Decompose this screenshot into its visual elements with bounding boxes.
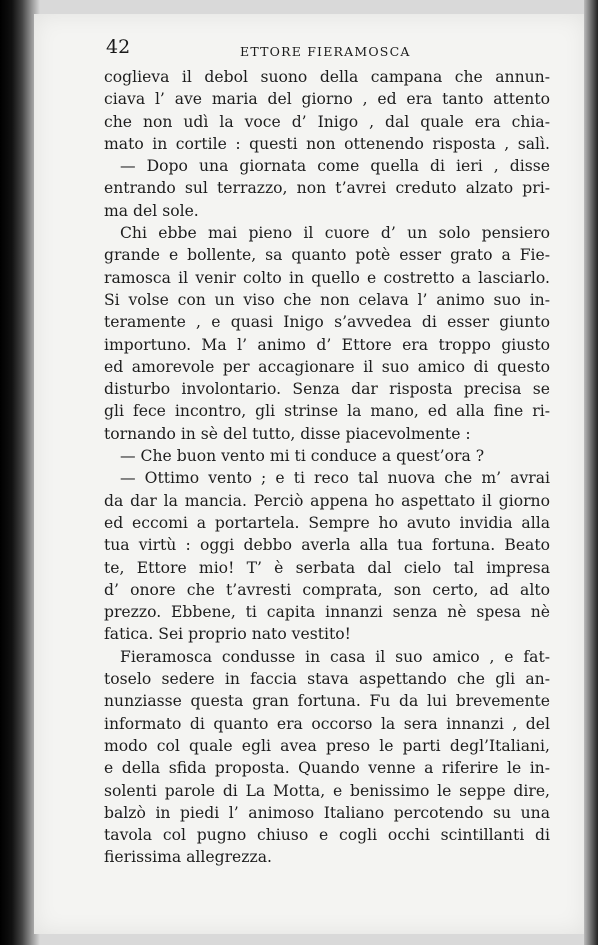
text-line: — Dopo una giornata come quella di ieri , disse	[120, 157, 550, 176]
text-line: fatica. Sei proprio nato vestito!	[104, 625, 351, 644]
text-line: solenti parole di La Motta, e benissimo le seppe dire,	[104, 781, 550, 800]
text-line: modo col quale egli avea preso le parti degl’Italiani,	[104, 736, 550, 755]
text-line: Fieramosca condusse in casa il suo amico , e fat-	[120, 647, 550, 666]
page-header	[106, 36, 546, 62]
text-line: — Che buon vento mi ti conduce a quest’ora ?	[120, 447, 485, 466]
text-line: che non udì la voce d’ Inigo , dal quale era chia-	[104, 112, 550, 131]
text-line: informato di quanto era occorso la sera innanzi , del	[104, 714, 550, 733]
text-line: prezzo. Ebbene, ti capita innanzi senza nè spesa nè	[104, 603, 550, 622]
text-line: tornando in sè del tutto, disse piacevolmente :	[104, 424, 471, 443]
body-text	[104, 66, 550, 869]
text-line: Chi ebbe mai pieno il cuore d’ un solo pensiero	[120, 224, 550, 243]
text-line: fierissima allegrezza.	[104, 848, 272, 867]
text-line: nunziasse questa gran fortuna. Fu da lui brevemente	[104, 692, 550, 711]
text-line: te, Ettore mio! T’ è serbata dal cielo tal impresa	[104, 558, 550, 577]
text-line: grande e bollente, sa quanto potè esser grato a Fie-	[104, 246, 550, 265]
page-number: 42	[106, 36, 131, 58]
running-title: ETTORE FIERAMOSCA	[240, 44, 411, 59]
text-line: ciava l’ ave maria del giorno , ed era tanto attento	[104, 90, 550, 109]
text-line: ed eccomi a portartela. Sempre ho avuto invidia alla	[104, 513, 550, 532]
text-line: tavola col pugno chiuso e cogli occhi scintillanti di	[104, 826, 550, 845]
text-line: toselo sedere in faccia stava aspettando che gli an-	[104, 670, 550, 689]
text-line: teramente , e quasi Inigo s’avvedea di esser giunto	[104, 313, 550, 332]
page-edge-shadow	[584, 0, 598, 945]
text-line: — Ottimo vento ; e ti reco tal nuova che m’ avrai	[120, 469, 550, 488]
text-line: d’ onore che t’avresti comprata, son certo, ad alto	[104, 580, 550, 599]
text-line: disturbo involontario. Senza dar risposta precisa se	[104, 380, 550, 399]
text-line: Si volse con un viso che non celava l’ animo suo in-	[104, 290, 550, 309]
text-line: importuno. Ma l’ animo d’ Ettore era troppo giusto	[104, 335, 550, 354]
text-line: gli fece incontro, gli strinse la mano, ed alla fine ri-	[104, 402, 550, 421]
text-line: coglieva il debol suono della campana che annun-	[104, 68, 550, 86]
text-line: ma del sole.	[104, 201, 199, 220]
text-line: mato in cortile : questi non ottenendo risposta , salì.	[104, 134, 550, 153]
text-line: balzò in piedi l’ animoso Italiano percotendo su una	[104, 803, 550, 822]
text-line: ed amorevole per accagionare il suo amico di questo	[104, 357, 550, 376]
text-line: tua virtù : oggi debbo averla alla tua fortuna. Beato	[104, 536, 550, 555]
text-line: da dar la mancia. Perciò appena ho aspettato il giorno	[104, 491, 550, 510]
text-line: e della sfida proposta. Quando venne a riferire le in-	[104, 759, 550, 778]
text-line: entrando sul terrazzo, non t’avrei creduto alzato pri-	[104, 179, 550, 198]
text-line: ramosca il venir colto in quello e costretto a lasciarlo.	[104, 268, 550, 287]
